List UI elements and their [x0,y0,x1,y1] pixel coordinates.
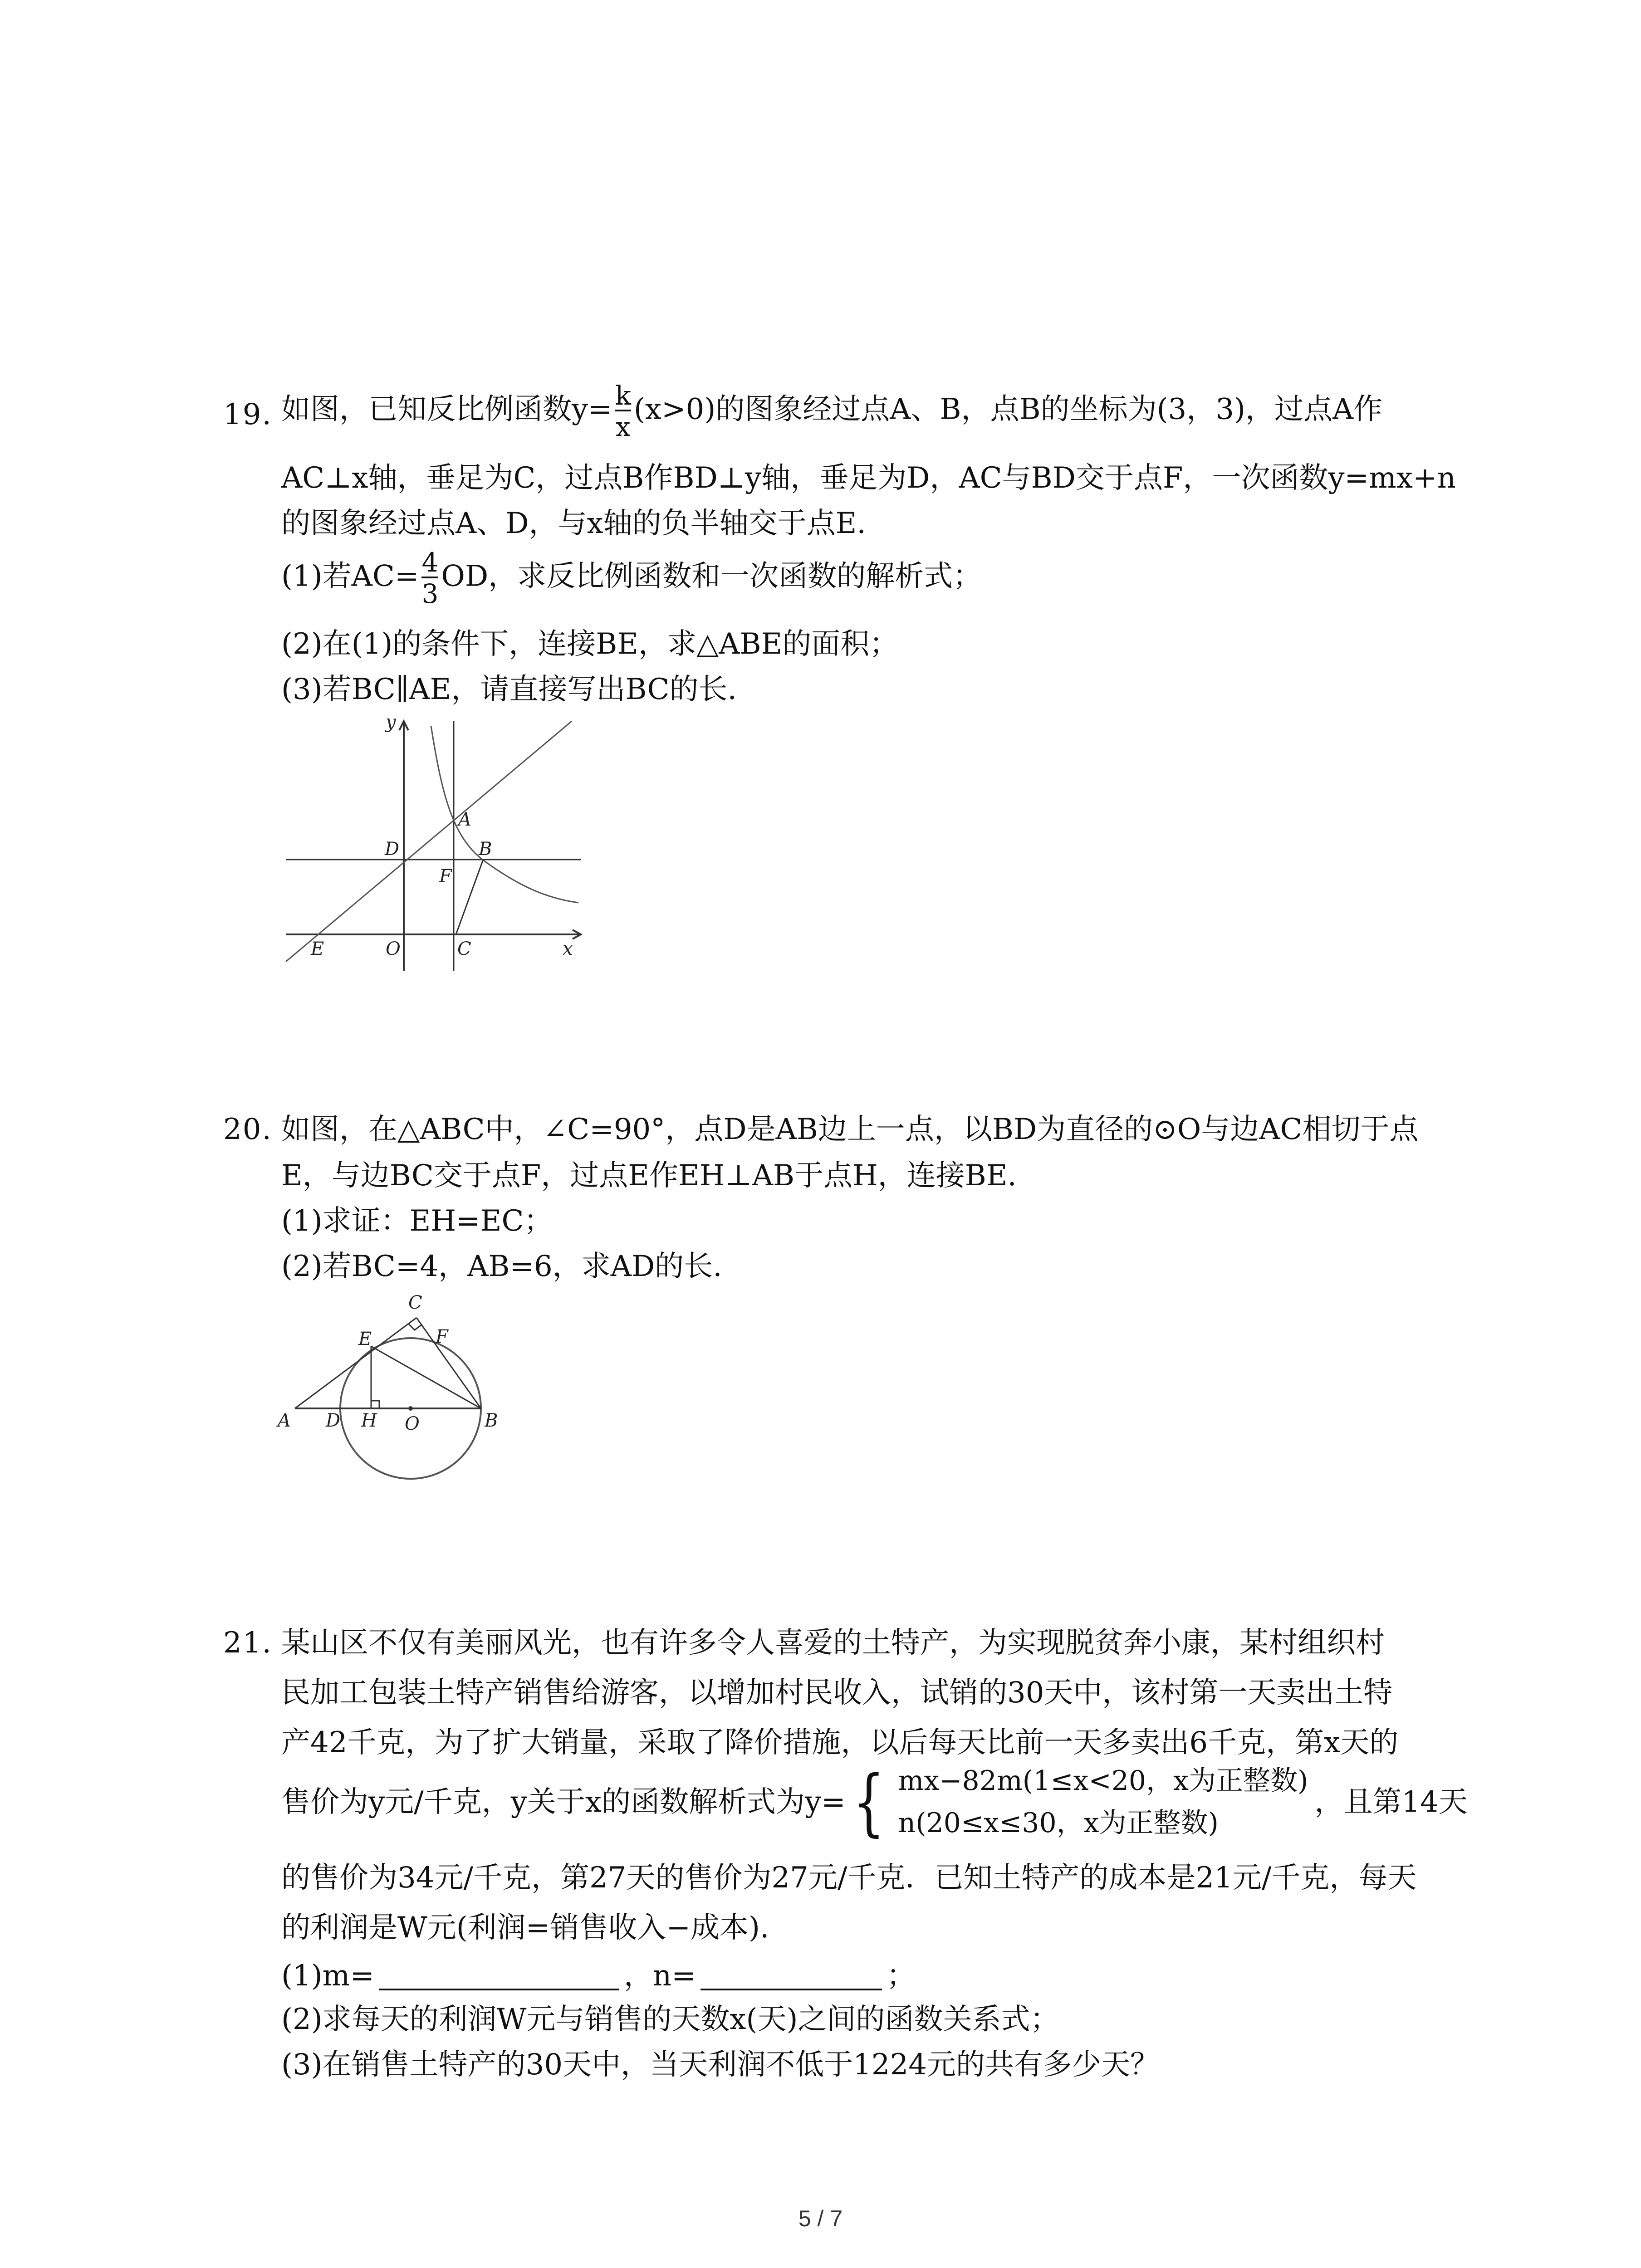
line-eda [286,721,572,962]
q21-line-1: 某山区不仅有美丽风光，也有许多令人喜爱的土特产，为实现脱贫奔小康，某村组织村 [281,1626,1385,1660]
label-o: O [386,938,401,959]
answer-blank-m[interactable] [379,1960,619,1990]
label-f: F [439,866,452,887]
label-a: A [278,1410,291,1431]
label-y: y [386,712,396,733]
q19-part-1-fraction: $\frac{4}{3}$ [421,547,439,609]
label-c: C [457,938,471,959]
label-d: D [326,1410,341,1431]
q20-number: 20. [223,1113,272,1146]
q19-part-3: (3)若BC∥AE，请直接写出BC的长. [281,673,737,706]
label-d: D [385,839,400,860]
segment-bc [456,860,483,934]
q19-figure [272,708,590,980]
q21-line-4: 售价为y元/千克，y关于x的函数解析式为y={ mx−82m(1≤x<20，x为正整数) n(20≤x≤30，x为正整数) ，且第14天 [281,1760,1468,1844]
label-h: H [361,1410,377,1431]
q21-line-5: 的售价为34元/千克，第27天的售价为27元/千克．已知土特产的成本是21元/千克，每天 [281,1861,1417,1895]
q19-fraction: $\frac{k}{x}$ [615,380,631,442]
label-o: O [405,1413,420,1434]
right-angle-h [371,1401,379,1408]
q19-line-2: AC⊥x轴，垂足为C，过点B作BD⊥y轴，垂足为D，AC与BD交于点F，一次函数y=mx+n [281,461,1456,495]
segment-eb [371,1346,481,1408]
q21-number: 21. [223,1626,272,1660]
page-number: 5 / 7 [798,2206,843,2231]
q21-cases: mx−82m(1≤x<20，x为正整数) n(20≤x≤30，x为正整数) [898,1765,1308,1839]
q20-part-2: (2)若BC=4，AB=6，求AD的长. [281,1250,722,1283]
q19-number: 19. [223,398,272,431]
label-c: C [408,1292,422,1313]
label-e: E [358,1329,372,1349]
q19-line-1: 如图，已知反比例函数y= $\frac{k}{x}$ (x>0)的图象经过点A、B，点B的坐标为(3，3)，过点A作 [281,380,1383,442]
q20-line-1: 如图，在△ABC中，∠C=90°，点D是AB边上一点，以BD为直径的⊙O与边AC相切于点 [281,1113,1419,1146]
q19-part-2: (2)在(1)的条件下，连接BE，求△ABE的面积； [281,627,899,661]
label-a: A [458,809,471,830]
q20-line-2: E，与边BC交于点F，过点E作EH⊥AB于点H，连接BE. [281,1159,1017,1193]
point-o [408,1406,413,1411]
label-x: x [563,938,573,959]
q20-figure [272,1288,526,1479]
label-f: F [436,1326,448,1347]
q21-brace: { [852,1760,885,1844]
q21-part-2: (2)求每天的利润W元与销售的天数x(天)之间的函数关系式； [281,2003,1059,2036]
answer-blank-n[interactable] [700,1960,882,1990]
q19-line-3: 的图象经过点A、D，与x轴的负半轴交于点E. [281,507,866,540]
q21-line-6: 的利润是W元(利润=销售收入−成本). [281,1911,769,1945]
segment-ac [295,1318,416,1408]
segment-cb [416,1318,481,1408]
q21-part-3: (3)在销售土特产的30天中，当天利润不低于1224元的共有多少天？ [281,2048,1159,2082]
label-b: B [485,1410,498,1431]
q20-part-1: (1)求证：EH=EC； [281,1204,553,1238]
label-e: E [311,938,324,959]
q21-line-2: 民加工包装土特产销售给游客，以增加村民收入，试销的30天中，该村第一天卖出土特 [281,1676,1393,1710]
q19-part-1: (1)若AC= $\frac{4}{3}$ OD，求反比例函数和一次函数的解析式； [281,547,982,609]
q21-line-3: 产42千克，为了扩大销量，采取了降价措施，以后每天比前一天多卖出6千克，第x天的 [281,1726,1399,1760]
right-angle-c [408,1324,422,1330]
q21-part-1: (1)m= ，n= ； [281,1959,916,1993]
label-b: B [479,839,492,860]
